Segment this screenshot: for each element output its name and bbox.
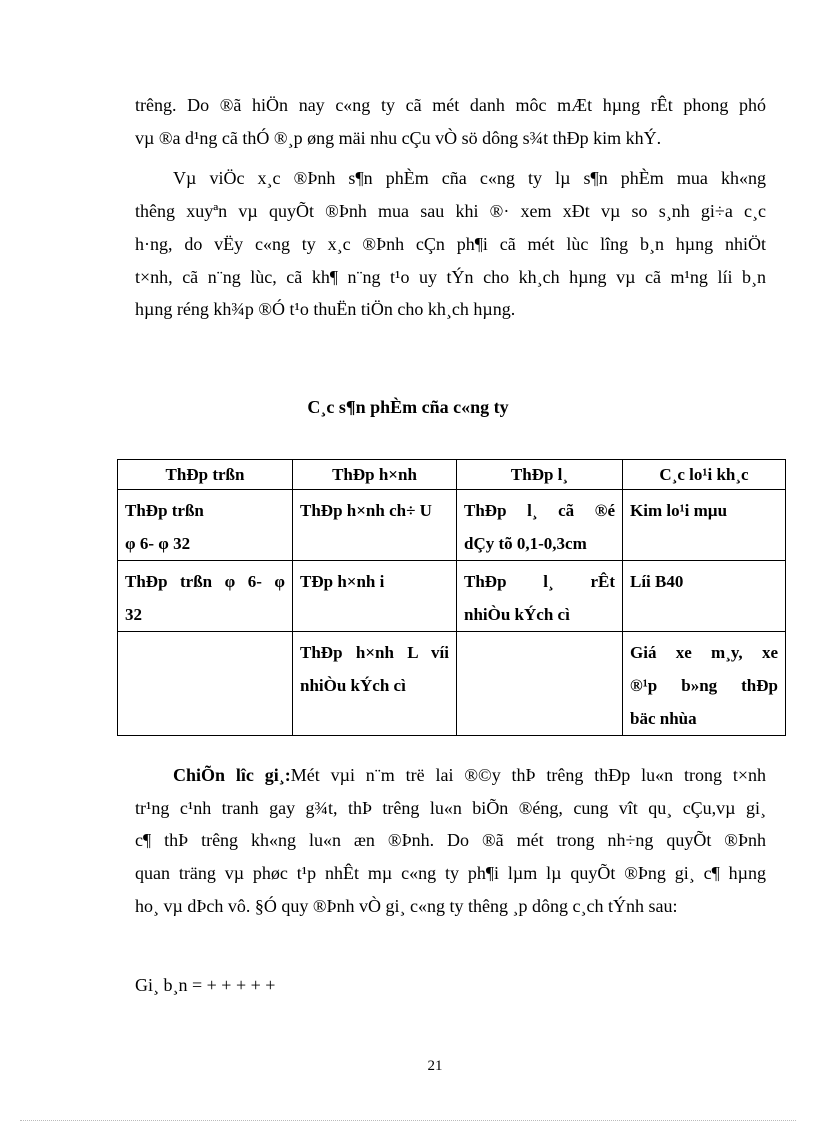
cell-line: ®¹p b»ng thÐp [630,676,778,695]
cell-line: nhiÒu kÝch cì [300,676,406,695]
table-cell [457,561,623,632]
table-cell [293,632,457,736]
cell-line: Líi B40 [630,572,684,591]
table-cell [118,490,293,561]
table-cell [623,561,786,632]
paragraph-2-line-2: thêng xuyªn vµ quyÕt ®Þnh mua sau khi ®· xem xÐt vµ so s¸nh gi÷a c¸c [135,201,766,221]
cell-line: ThÐp trßn [125,501,204,520]
paragraph-3-line-4: quan träng vµ phøc t¹p nhÊt mµ c«ng ty ph¶i lµm lµ quyÕt ®Þng gi¸ c¶ hµng [135,863,766,883]
cell-line: φ 6- φ 32 [125,534,191,553]
header-cell: ThÐp l¸ [457,460,623,490]
paragraph-1-line-1: trêng. Do ®ã hiÖn nay c«ng ty cã mét danh môc mÆt hµng rÊt phong phó [135,95,766,115]
paragraph-1-line-2: vµ ®a d¹ng cã thÓ ®¸p øng mäi nhu cÇu vÒ sö dông s¾t thÐp kim khÝ. [135,128,662,148]
cell-line: Kim lo¹i mµu [630,501,728,520]
table-title: C¸c s¶n phÈm cña c«ng ty [307,397,509,417]
cell-line: ThÐp trßn φ 6- φ [125,572,285,591]
table-cell [623,490,786,561]
cell-line: Giá xe m¸y, xe [630,643,778,662]
cell-line: dÇy tõ 0,1-0,3cm [464,534,587,553]
price-formula: Gi¸ b¸n = + + + + + [135,975,276,995]
table-cell [293,561,457,632]
cell-line: ThÐp l¸ cã ®é [464,501,615,520]
paragraph-3-line-2: tr¹ng c¹nh tranh gay g¾t, thÞ trêng lu«n biÕn ®éng, cung vît qu¸ cÇu,vµ gi¸ [135,798,766,818]
cell-line: nhiÒu kÝch cì [464,605,570,624]
table-row [118,632,786,736]
table-row [118,490,786,561]
paragraph-2-line-1: Vµ viÖc x¸c ®Þnh s¶n phÈm cña c«ng ty lµ s¶n phÈm mua kh«ng [173,168,766,188]
header-cell: ThÐp h×nh [293,460,457,490]
cell-line: bäc nhùa [630,709,697,728]
paragraph-2-line-3: h·ng, do vËy c«ng ty x¸c ®Þnh cÇn ph¶i cã mét lùc lîng b¸n hµng nhiÖt [135,234,766,254]
table-cell [118,561,293,632]
paragraph-3-line-5: ho¸ vµ dÞch vô. §Ó quy ®Þnh vÒ gi¸ c«ng ty thêng ¸p dông c¸ch tÝnh sau: [135,896,678,916]
table-header-row [118,460,786,490]
cell-line: ThÐp h×nh ch÷ U [300,501,432,520]
cell-line: 32 [125,605,142,624]
cell-line: ThÐp l¸ rÊt [464,572,615,591]
paragraph-3-line-3: c¶ thÞ trêng kh«ng lu«n æn ®Þnh. Do ®ã mét trong nh÷ng quyÕt ®Þnh [135,830,766,850]
products-table [117,459,786,736]
pricing-strategy-lead: ChiÕn lîc gi¸: [173,765,291,785]
paragraph-3-line-1 [173,765,766,785]
table-cell [457,490,623,561]
header-cell: ThÐp trßn [118,460,293,490]
table-cell [623,632,786,736]
footer-divider [20,1120,796,1121]
table-cell [457,632,623,736]
header-cell: C¸c lo¹i kh¸c [623,460,786,490]
table-row [118,561,786,632]
cell-line: ThÐp h×nh L víi [300,643,449,662]
cell-line: TÐp h×nh i [300,572,385,591]
paragraph-2-line-4: t×nh, cã n¨ng lùc, cã kh¶ n¨ng t¹o uy tÝn cho kh¸ch hµng vµ cã m¹ng líi b¸n [135,267,766,287]
paragraph-2-line-5: hµng réng kh¾p ®Ó t¹o thuËn tiÖn cho kh¸ch hµng. [135,299,516,319]
page-number: 21 [427,1058,443,1074]
table-cell [293,490,457,561]
table-cell [118,632,293,736]
paragraph-3-line-1-text: Mét vµi n¨m trë lai ®©y thÞ trêng thÐp lu«n trong t×nh [290,765,766,785]
